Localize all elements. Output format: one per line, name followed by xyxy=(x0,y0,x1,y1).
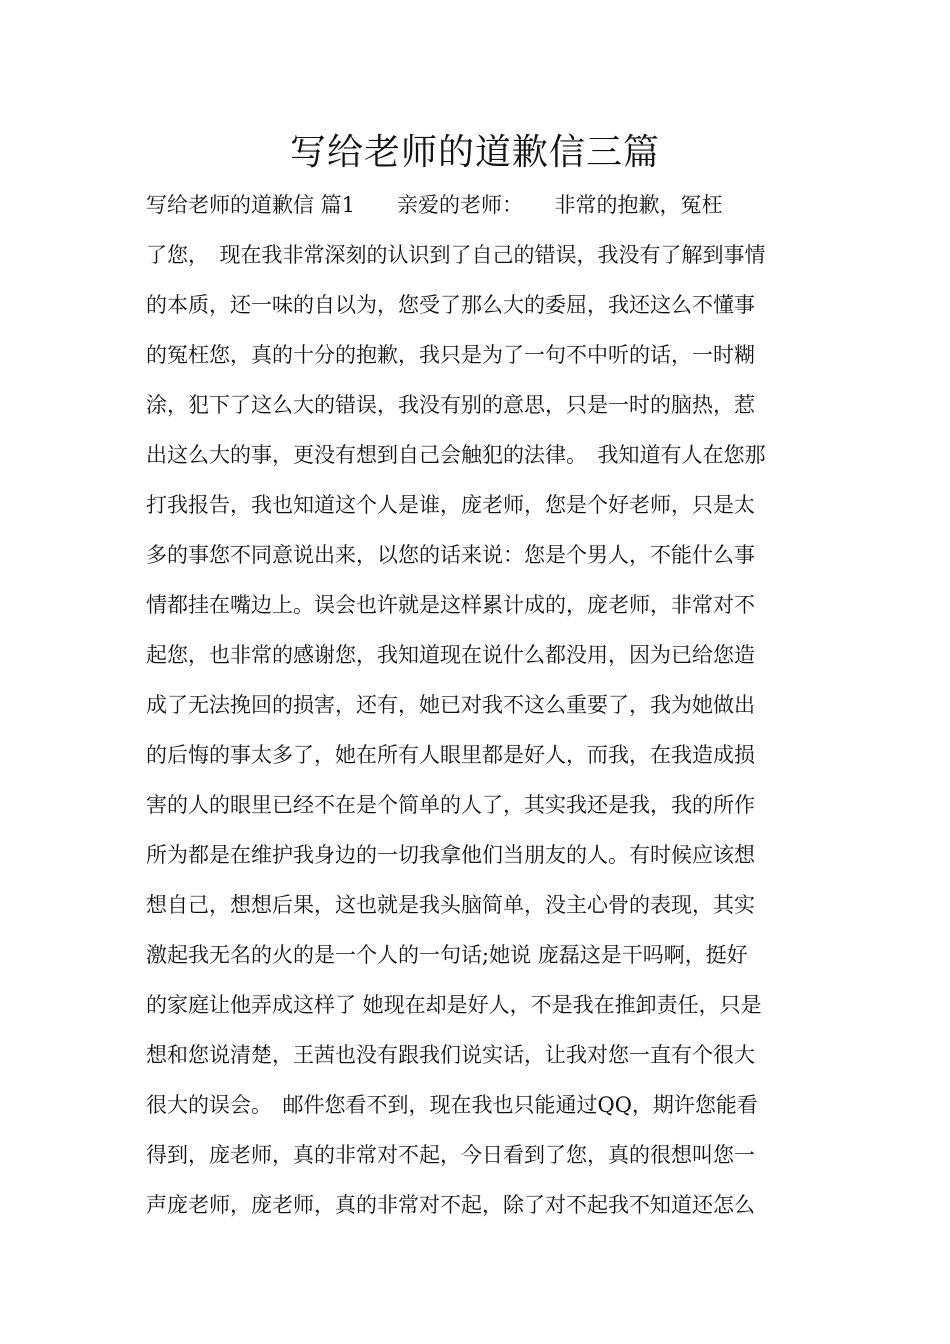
body-line: 的冤枉您，真的十分的抱歉，我只是为了一句不中听的话，一时糊 xyxy=(146,343,755,367)
body-line: 了您， 现在我非常深刻的认识到了自己的错误，我没有了解到事情 xyxy=(146,243,766,267)
body-line: 涂，犯下了这么大的错误，我没有别的意思，只是一时的脑热，惹 xyxy=(146,393,755,417)
body-line: 的本质，还一味的自以为，您受了那么大的委屈，我还这么不懂事 xyxy=(146,293,755,317)
body-line: 的后悔的事太多了，她在所有人眼里都是好人，而我，在我造成损 xyxy=(146,743,755,767)
body-line: 写给老师的道歉信 篇1 亲爱的老师： 非常的抱歉，冤枉 xyxy=(146,193,723,217)
body-line: 多的事您不同意说出来，以您的话来说：您是个男人，不能什么事 xyxy=(146,543,755,567)
body-line: 的家庭让他弄成这样了 她现在却是好人，不是我在推卸责任，只是 xyxy=(146,993,762,1017)
body-line: 得到，庞老师，真的非常对不起，今日看到了您，真的很想叫您一 xyxy=(146,1143,755,1167)
body-line: 很大的误会。 邮件您看不到，现在我也只能通过QQ，期许您能看 xyxy=(146,1093,758,1117)
document-body xyxy=(146,180,806,1230)
body-line: 所为都是在维护我身边的一切我拿他们当朋友的人。有时候应该想 xyxy=(146,843,755,867)
body-line: 声庞老师，庞老师，真的非常对不起，除了对不起我不知道还怎么 xyxy=(146,1193,755,1217)
body-line: 情都挂在嘴边上。误会也许就是这样累计成的，庞老师，非常对不 xyxy=(146,593,755,617)
body-line: 想和您说清楚，王茜也没有跟我们说实话，让我对您一直有个很大 xyxy=(146,1043,755,1067)
body-line: 害的人的眼里已经不在是个简单的人了，其实我还是我，我的所作 xyxy=(146,793,755,817)
body-line: 出这么大的事，更没有想到自己会触犯的法律。 我知道有人在您那 xyxy=(146,443,766,467)
body-line: 成了无法挽回的损害，还有，她已对我不这么重要了，我为她做出 xyxy=(146,693,755,717)
document-title: 写给老师的道歉信三篇 xyxy=(289,132,660,173)
body-line: 起您，也非常的感谢您，我知道现在说什么都没用，因为已给您造 xyxy=(146,643,755,667)
body-line: 打我报告，我也知道这个人是谁，庞老师，您是个好老师，只是太 xyxy=(146,493,755,517)
body-line: 激起我无名的火的是一个人的一句话;她说 庞磊这是干吗啊，挺好 xyxy=(146,943,748,967)
body-line: 想自己，想想后果，这也就是我头脑简单，没主心骨的表现，其实 xyxy=(146,893,755,917)
